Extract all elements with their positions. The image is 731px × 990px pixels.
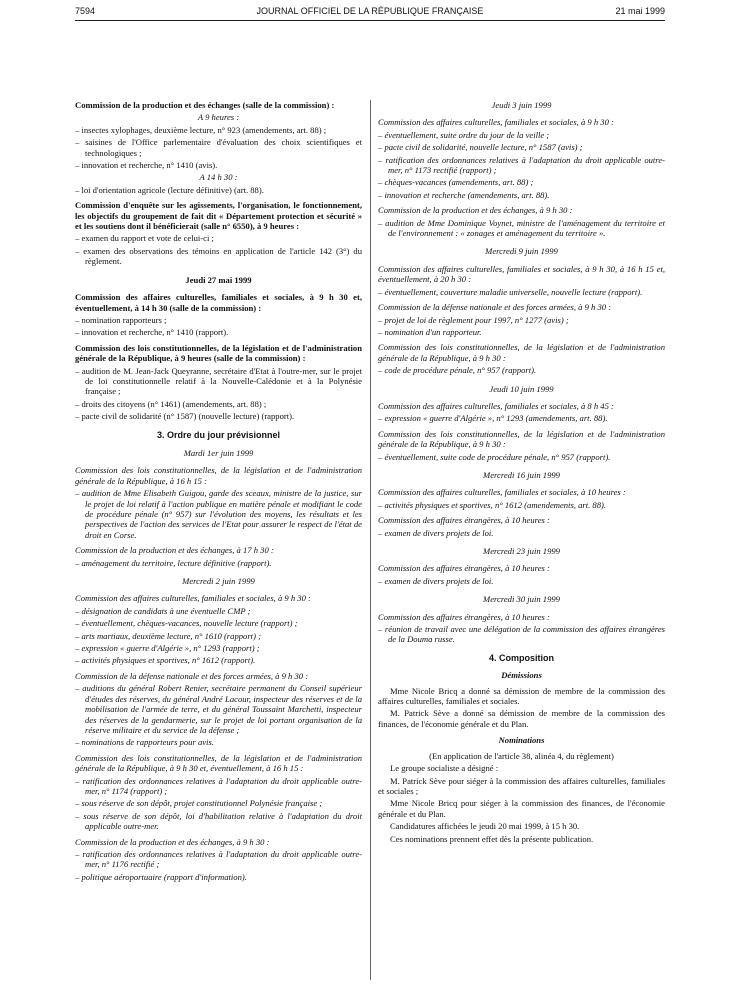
agenda-item: – nominations de rapporteurs pour avis. [75, 737, 214, 748]
agenda-item: – saisines de l'Office parlementaire d'évaluation des choix scientifiques et technologiques ; [75, 137, 362, 158]
day-heading: Mercredi 9 juin 1999 [485, 246, 558, 257]
agenda-item: – désignation de candidats à une éventuelle CMP ; [75, 605, 251, 616]
committee-heading: Commission de la défense nationale et des forces armées, à 9 h 30 : [75, 670, 309, 681]
right-column [378, 100, 665, 846]
committee-heading: Commission des lois constitutionnelles, de la législation et de l'administration générale de la République, à 9 h 30 et, éventuellement, à 16 h 15 : [75, 752, 362, 774]
agenda-list [75, 776, 362, 832]
day-heading: Jeudi 27 mai 1999 [185, 274, 252, 285]
agenda-item: – ratification des ordonnances relatives à l'adaptation du droit applicable outre-mer, n° 1173 rectifié (rapport) ; [378, 154, 665, 176]
agenda-list [378, 287, 665, 297]
committee-heading: Commission des affaires étrangères, à 10 heures : [378, 563, 550, 574]
committee-heading: Commission des affaires culturelles, familiales et sociales, à 9 h 30 : [378, 117, 614, 128]
day-heading: Jeudi 10 juin 1999 [489, 383, 554, 394]
agenda-list [378, 365, 665, 375]
agenda-item: – expression « guerre d'Algérie », n° 1293 (rapport) ; [75, 643, 260, 654]
agenda-item: – éventuellement, suite ordre du jour de la veille ; [378, 129, 550, 140]
agenda-item: – examen des observations des témoins en application de l'article 142 (3°) du règlement. [75, 245, 362, 267]
committee-heading: Commission des lois constitutionnelles, de la législation et de l'administration générale de la République, à 9 heures (salle de la commission) : [75, 342, 362, 364]
paragraph: M. Patrick Sève a donné sa démission de membre de la commission des finances, de l'économie générale et du Plan. [378, 708, 665, 729]
committee-heading: Commission des affaires étrangères, à 10 heures : [378, 515, 550, 526]
agenda-list [75, 606, 362, 666]
agenda-list [378, 452, 665, 462]
agenda-item: – activités physiques et sportives, n° 1612 (amendements, art. 88). [378, 499, 607, 510]
agenda-item: – expression « guerre d'Algérie », n° 1293 (amendements, art. 88). [378, 413, 608, 424]
agenda-item: – examen de divers projets de loi. [378, 527, 494, 538]
committee-heading: Commission des lois constitutionnelles, de la législation et de l'administration générale de la République, à 16 h 15 : [75, 465, 362, 486]
agenda-item: – nomination rapporteurs ; [75, 314, 167, 325]
committee-heading: Commission des affaires culturelles, familiales et sociales, à 8 h 45 : [378, 400, 614, 411]
day-heading: Mardi 1er juin 1999 [183, 447, 254, 458]
agenda-item: – sous réserve de son dépôt, loi d'habilitation relative à l'adaptation du droit applicable outre-mer. [75, 810, 362, 832]
agenda-item: – innovation et recherche, n° 1410 (rapport). [75, 327, 229, 338]
agenda-item: – nomination d'un rapporteur. [378, 326, 482, 337]
subtitle: (En application de l'article 38, alinéa 4, du règlement) [429, 750, 614, 761]
agenda-list [75, 683, 362, 747]
agenda-list [378, 413, 665, 423]
agenda-list [75, 558, 362, 568]
agenda-item: – auditions du général Robert Renier, secrétaire permanent du Conseil supérieur d'études des réserves, du général André Lacour, inspecteur des réserves et de la mobilisation de l'armée de terre, et du général Toussaint Marchetti, inspecteur des réserves de la gendarmerie, sur le projet de loi portant organisation de la réserve militaire et du service de la défense ; [75, 683, 362, 735]
committee-heading: Commission de la production et des échanges, à 17 h 30 : [75, 545, 274, 556]
agenda-list [378, 315, 665, 338]
agenda-item: – éventuellement, suite code de procédure pénale, n° 957 (rapport). [378, 451, 611, 462]
agenda-list [75, 849, 362, 882]
paragraph: Mme Nicole Bricq a donné sa démission de membre de la commission des affaires culturelles, familiales et sociales. [378, 685, 665, 707]
time-heading: A 9 heures : [197, 112, 240, 123]
page-header [75, 6, 665, 20]
agenda-item: – examen du rapport et vote de celui-ci ; [75, 233, 214, 244]
day-heading: Jeudi 3 juin 1999 [491, 100, 552, 110]
agenda-list [75, 488, 362, 540]
committee-heading: Commission des affaires culturelles, familiales et sociales, à 9 h 30 et, éventuellement, à 14 h 30 (salle de la commission) : [75, 292, 362, 313]
agenda-item: – pacte civil de solidarité (n° 1587) (nouvelle lecture) (rapport). [75, 411, 295, 422]
column-separator [370, 100, 371, 980]
agenda-item: – politique aéroportuaire (rapport d'information). [75, 871, 247, 882]
agenda-item: – innovation et recherche (amendements, art. 88). [378, 189, 550, 200]
agenda-item: – ratification des ordonnances relatives à l'adaptation du droit applicable outre-mer, n° 1176 rectifié ; [75, 848, 362, 870]
agenda-list [378, 528, 665, 538]
agenda-item: – sous réserve de son dépôt, projet constitutionnel Polynésie française ; [75, 798, 323, 809]
agenda-list [75, 315, 362, 338]
agenda-list [378, 576, 665, 586]
agenda-item: – éventuellement, chèques-vacances, nouvelle lecture (rapport) ; [75, 618, 298, 629]
section-heading: 3. Ordre du jour prévisionnel [156, 429, 281, 440]
agenda-list [378, 130, 665, 200]
agenda-item: – code de procédure pénale, n° 957 (rapport). [378, 365, 537, 376]
agenda-item: – droits des citoyens (n° 1461) (amendements, art. 88) ; [75, 398, 267, 409]
paragraph: Mme Nicole Bricq pour siéger à la commission des finances, de l'économie générale et du Plan. [378, 798, 665, 819]
subsection-heading: Nominations [498, 735, 545, 746]
committee-heading: Commission des lois constitutionnelles, de la législation et de l'administration générale de la République, à 9 h 30 : [378, 342, 665, 363]
journal-title: JOURNAL OFFICIEL DE LA RÉPUBLIQUE FRANÇAISE [256, 6, 484, 16]
agenda-item: – innovation et recherche, n° 1410 (avis). [75, 160, 218, 171]
paragraph: Le groupe socialiste a désigné : [390, 763, 499, 774]
agenda-item: – éventuellement, couverture maladie universelle, nouvelle lecture (rapport). [378, 286, 643, 297]
header-rule [75, 20, 665, 21]
paragraph: M. Patrick Sève pour siéger à la commission des affaires culturelles, familiales et sociales ; [378, 775, 665, 796]
agenda-item: – projet de loi de règlement pour 1997, n° 1277 (avis) ; [378, 314, 569, 325]
committee-heading: Commission de la production et des échanges, à 9 h 30 : [378, 205, 573, 216]
agenda-list [378, 218, 665, 239]
committee-heading: Commission de la production et des échanges (salle de la commission) : [75, 100, 335, 110]
day-heading: Mercredi 16 juin 1999 [483, 469, 560, 480]
agenda-list [75, 233, 362, 266]
agenda-item: – audition de Mme Dominique Voynet, ministre de l'aménagement du territoire et de l'environnement : « zonages et aménagement du territoire ». [378, 217, 665, 239]
agenda-list [75, 185, 362, 195]
agenda-list [75, 125, 362, 171]
agenda-item: – examen de divers projets de loi. [378, 575, 494, 586]
committee-heading: Commission des lois constitutionnelles, de la législation et de l'administration générale de la République, à 9 h 30 : [378, 428, 665, 450]
agenda-item: – audition de M. Jean-Jack Queyranne, secrétaire d'Etat à l'outre-mer, sur le projet de loi constitutionnelle relatif à la Nouvelle-Calédonie et à la Polynésie française ; [75, 365, 362, 397]
committee-heading: Commission des affaires culturelles, familiales et sociales, à 10 heures : [378, 487, 626, 498]
agenda-item: – insectes xylophages, deuxième lecture, n° 923 (amendements, art. 88) ; [75, 124, 327, 135]
paragraph: Candidatures affichées le jeudi 20 mai 1999, à 15 h 30. [390, 821, 580, 832]
page-number: 7594 [75, 6, 96, 16]
day-heading: Mercredi 23 juin 1999 [483, 546, 560, 556]
agenda-item: – pacte civil de solidarité, nouvelle lecture, n° 1587 (avis) ; [378, 142, 583, 153]
agenda-list [378, 624, 665, 645]
issue-date: 21 mai 1999 [615, 6, 665, 16]
section-heading: 4. Composition [489, 652, 554, 663]
committee-heading: Commission des affaires culturelles, familiales et sociales, à 9 h 30 : [75, 593, 311, 604]
agenda-item: – ratification des ordonnances relatives à l'adaptation du droit applicable outre-mer, n° 1174 (rapport) ; [75, 775, 362, 796]
agenda-item: – audition de Mme Elisabeth Guigou, garde des sceaux, ministre de la justice, sur le projet de loi relatif à l'action publique en matière pénale et modifiant le code de procédure pénale (n° 957) sur l'évolution des moyens, les résultats et les perspectives de l'action des services de l'Etat pour assurer le respect de l'état de droit en Corse. [75, 488, 362, 540]
committee-heading: Commission de la défense nationale et des forces armées, à 9 h 30 : [378, 302, 612, 313]
agenda-list [75, 366, 362, 422]
committee-heading: Commission des affaires culturelles, familiales et sociales, à 9 h 30, à 16 h 15 et, éventuellement, à 20 h 30 : [378, 263, 665, 285]
day-heading: Mercredi 2 juin 1999 [182, 576, 255, 587]
agenda-item: – arts martiaux, deuxième lecture, n° 1610 (rapport) ; [75, 630, 261, 641]
subsection-heading: Démissions [501, 670, 542, 681]
committee-heading: Commission d'enquête sur les agissements, l'organisation, le fonctionnement, les objectifs du groupement de fait dit « Département protection et sécurité » et les soutiens dont il bénéficierait (salle n° 6550), à 9 heures : [75, 200, 362, 232]
agenda-item: – réunion de travail avec une délégation de la commission des affaires étrangères de la Douma russe. [378, 624, 665, 645]
time-heading: A 14 h 30 : [199, 172, 238, 183]
agenda-item: – activités physiques et sportives, n° 1612 (rapport). [75, 655, 256, 666]
agenda-item: – chèques-vacances (amendements, art. 88) ; [378, 177, 534, 188]
paragraph: Ces nominations prennent effet dès la présente publication. [390, 833, 594, 844]
day-heading: Mercredi 30 juin 1999 [483, 594, 560, 605]
agenda-list [378, 500, 665, 510]
committee-heading: Commission des affaires étrangères, à 10 heures : [378, 611, 550, 622]
committee-heading: Commission de la production et des échanges, à 9 h 30 : [75, 836, 270, 847]
left-column [75, 100, 362, 884]
agenda-item: – loi d'orientation agricole (lecture définitive) (art. 88). [75, 184, 264, 195]
agenda-item: – aménagement du territoire, lecture définitive (rapport). [75, 557, 272, 568]
